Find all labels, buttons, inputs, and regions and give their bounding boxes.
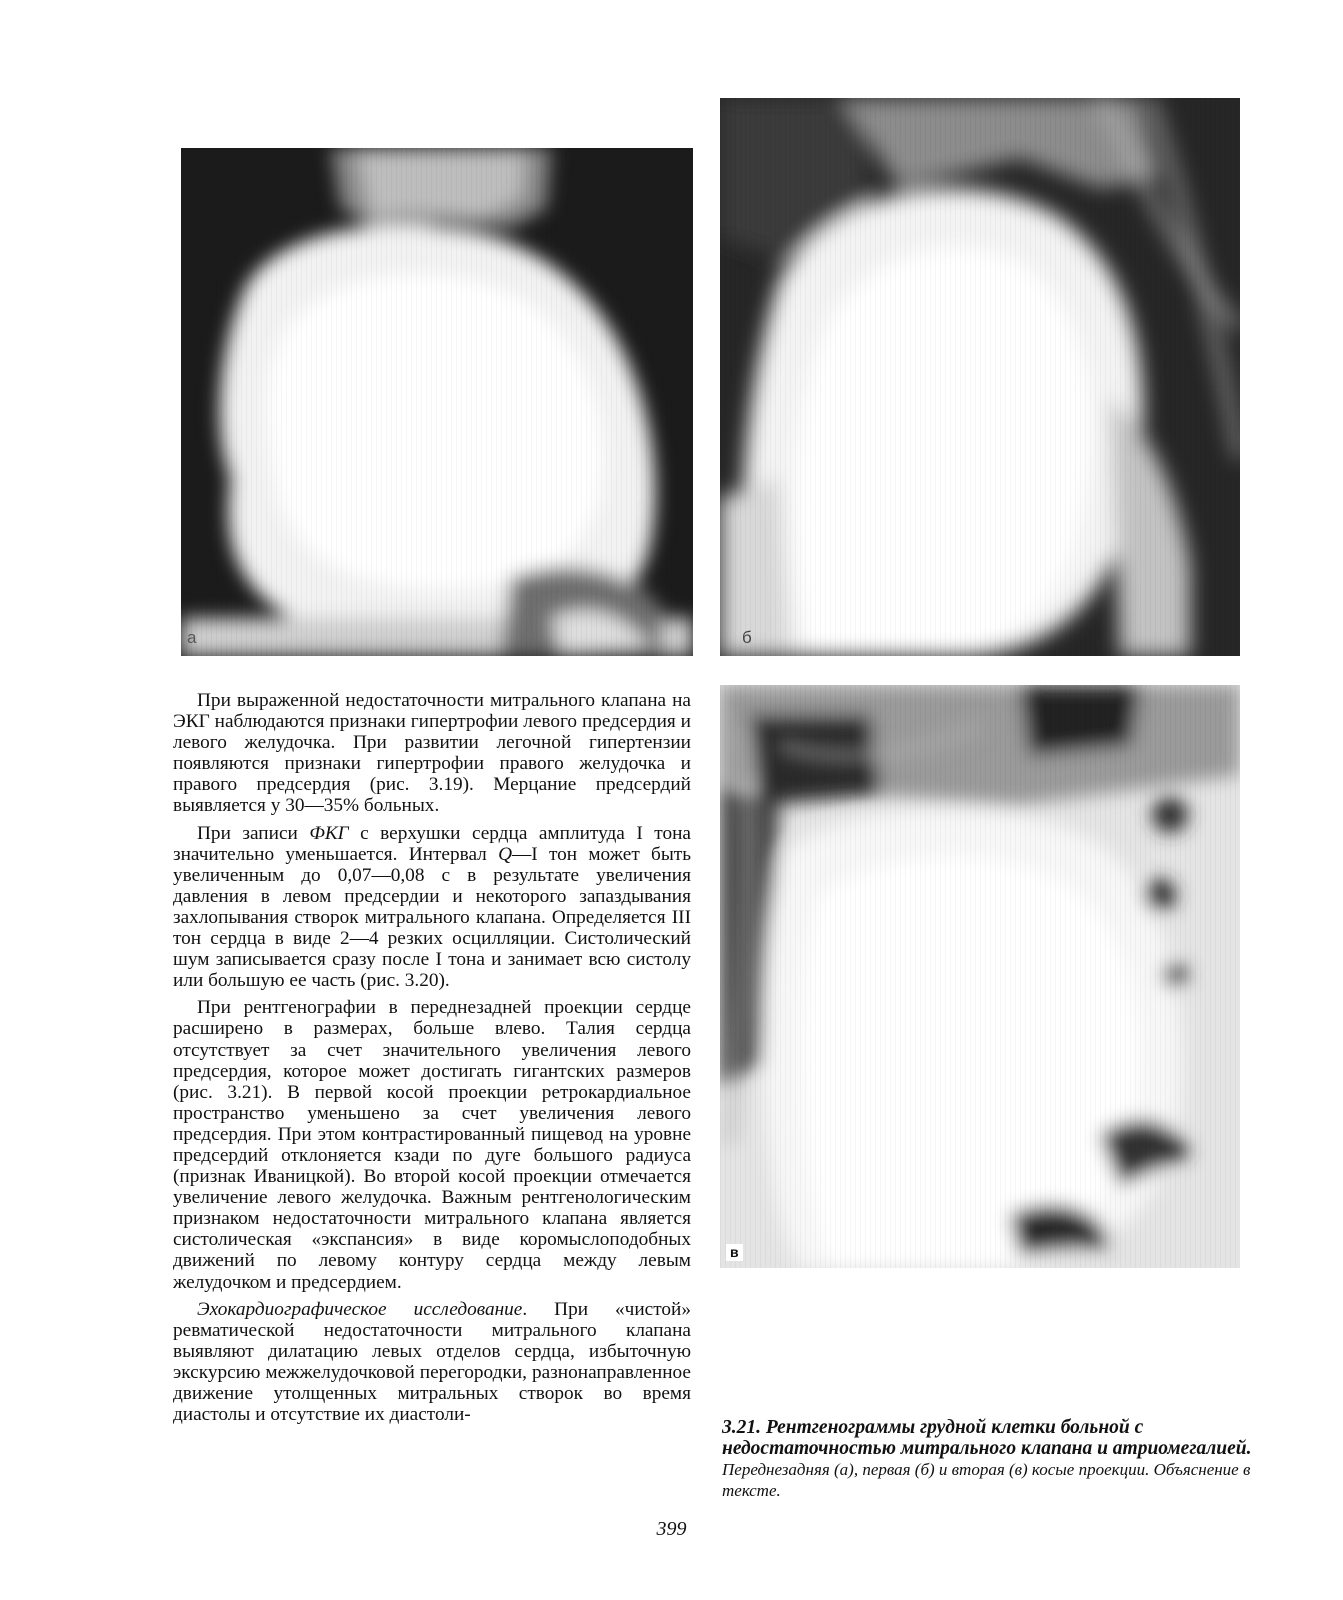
term-echo: Эхокардиографическое исследование <box>197 1298 523 1320</box>
caption-description: Переднезадняя (а), первая (б) и вторая (в) косые проекции. Объяснение в тексте. <box>722 1460 1251 1500</box>
term-q: Q <box>498 843 512 865</box>
page-number: 399 <box>656 1518 687 1540</box>
paragraph-echo: Эхокардиографическое исследование. При «чистой» ревматической недостаточности митрального клапана выявляют дилатацию левых отделов сердца, избыточную экскурсию межжелудочковой перегородки, разнонаправленное движение утолщенных митральных створок во время диастолы и отсутствие их диастоли- <box>173 1298 691 1426</box>
caption-title: 3.21. Рентгенограммы грудной клетки больной с недостаточностью митрального клапана и атриомегалией. <box>722 1417 1252 1459</box>
xray-image-c <box>720 685 1240 1268</box>
paragraph-radiography: При рентгенографии в переднезадней проекции сердце расширено в размерах, больше влево. Талия сердца отсутствует за счет значительного увеличения левого предсердия, которое может достигать гигантских размеров (рис. 3.21). В первой косой проекции ретрокардиальное пространство уменьшено за счет увеличения левого предсердия. При этом контрастированный пищевод на уровне предсердий отклоняется кзади по дуге большого радиуса (признак Иваницкой). Во второй косой проекции отмечается увеличение левого желудочка. Важным рентгенологическим признаком недостаточности митрального клапана является систолическая «экспансия» в виде коромыслоподобных движений по левому контуру сердца между левым желудочком и предсердием. <box>173 997 691 1293</box>
figure-caption <box>722 1417 1262 1501</box>
body-text-column <box>173 690 691 1431</box>
term-pcg: ФКГ <box>309 822 349 844</box>
figure-label-a: а <box>187 628 197 647</box>
figure-label-c: в <box>726 1244 743 1261</box>
paragraph-ecg: При выраженной недостаточности митрального клапана на ЭКГ наблюдаются признаки гипертрофии левого предсердия и левого желудочка. При развитии легочной гипертензии появляются признаки гипертрофии правого желудочка и правого предсердия (рис. 3.19). Мерцание предсердий выявляется у 30—35% больных. <box>173 690 691 817</box>
xray-image-b <box>720 98 1240 656</box>
xray-image-a <box>181 148 693 656</box>
figure-label-b: б <box>742 628 752 647</box>
paragraph-pcg: При записи ФКГ с верхушки сердца амплитуда I тона значительно уменьшается. Интервал Q—I тон может быть увеличенным до 0,07—0,08 с в результате увеличения давления в левом предсердии и некоторого запаздывания захлопывания створок митрального клапана. Определяется III тон сердца в виде 2—4 резких осцилляции. Систолический шум записывается сразу после I тона и занимает всю систолу или большую ее часть (рис. 3.20). <box>173 822 691 992</box>
